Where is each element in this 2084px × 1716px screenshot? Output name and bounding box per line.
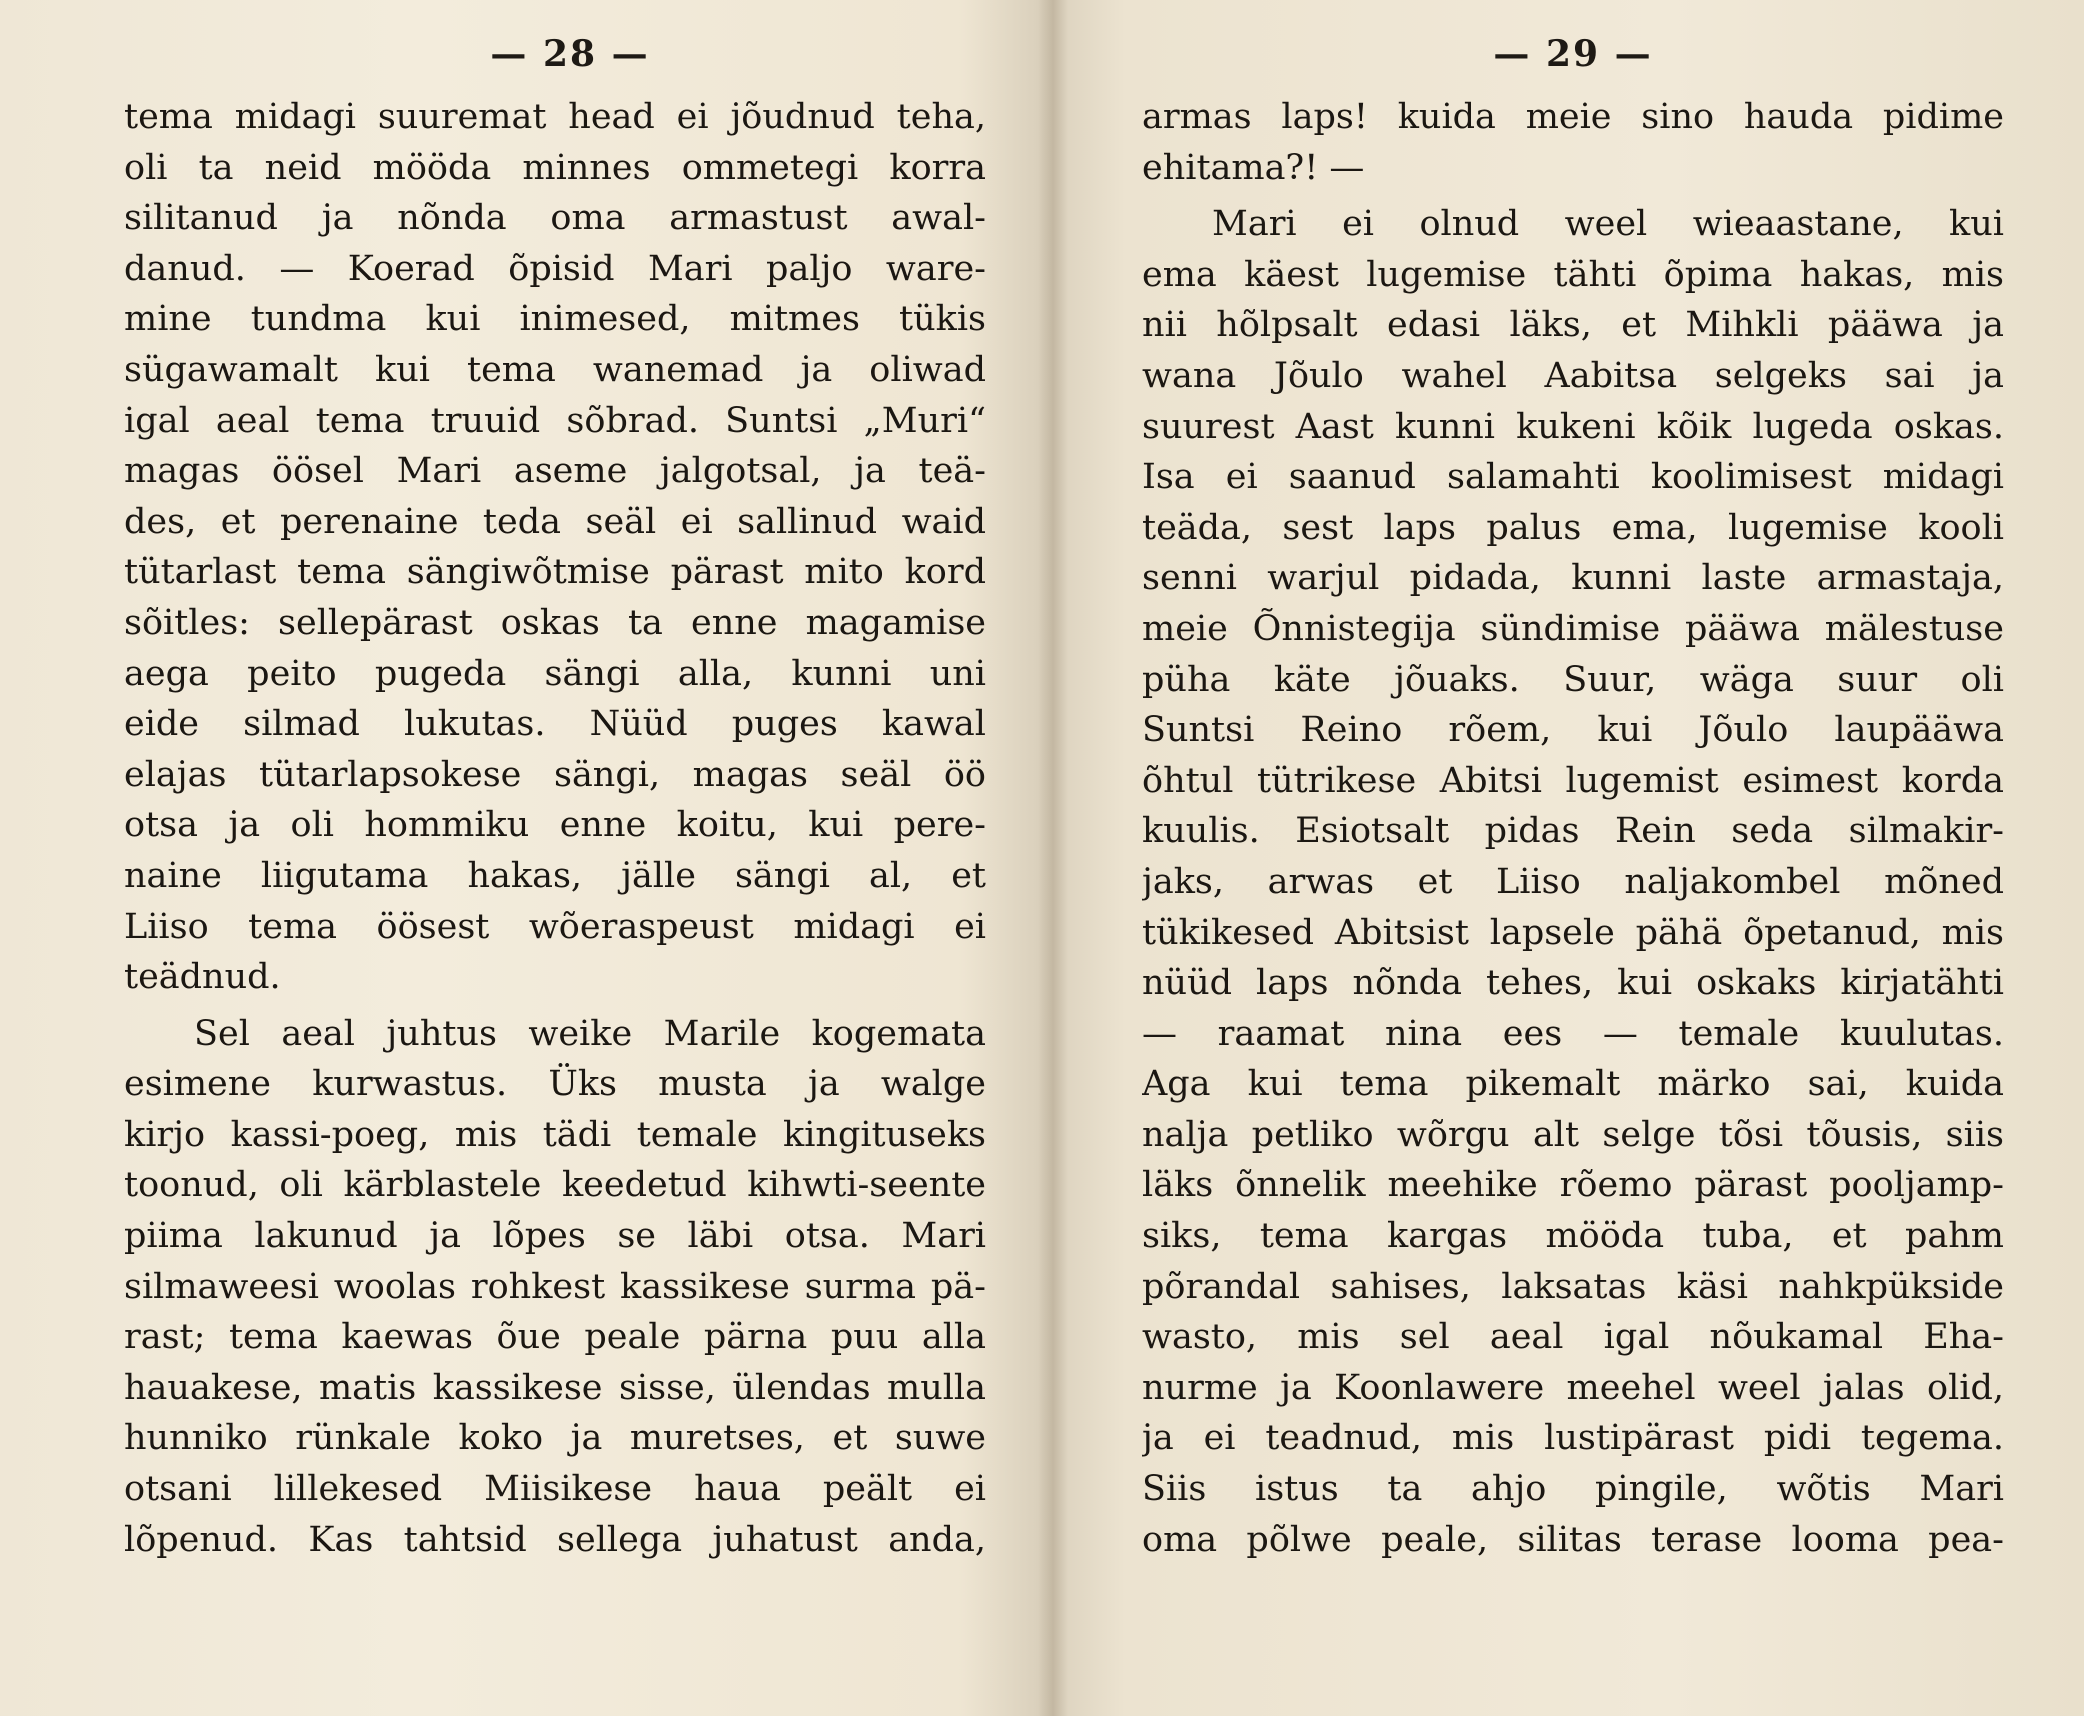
text-line: Isa ei saanud salamahti koolimisest midagi <box>1142 457 2004 498</box>
text-line: magas öösel Mari aseme jalgotsal, ja teä- <box>124 451 986 492</box>
page-number: — 29 — <box>1493 33 1653 75</box>
text-line: otsani lillekesed Miisikese haua peält ei <box>124 1469 986 1510</box>
text-line: läks õnnelik meehike rõemo pärast pooljamp- <box>1142 1165 2004 1206</box>
text-line: Mari ei olnud weel wieaastane, kui <box>1212 204 2004 245</box>
text-line: rast; tema kaewas õue peale pärna puu alla <box>124 1317 986 1358</box>
text-line: ema käest lugemise tähti õpima hakas, mis <box>1142 254 2004 295</box>
text-line: nüüd laps nõnda tehes, kui oskaks kirjatähti <box>1142 963 2004 1004</box>
text-line: mine tundma kui inimesed, mitmes tükis <box>124 299 986 340</box>
text-line: danud. — Koerad õpisid Mari paljo ware- <box>124 248 986 289</box>
text-line: lõpenud. Kas tahtsid sellega juhatust anda, <box>124 1519 986 1560</box>
text-line: meie Õnnistegija sündimise pääwa mälestuse <box>1142 608 2004 649</box>
left-page-text <box>124 92 986 1565</box>
text-line: toonud, oli kärblastele keedetud kihwti-seente <box>124 1165 986 1206</box>
paragraph <box>1142 92 2004 193</box>
text-line: oma põlwe peale, silitas terase looma pea- <box>1142 1519 2004 1560</box>
text-line: Sel aeal juhtus weike Marile kogemata <box>194 1013 986 1054</box>
text-line: silmaweesi woolas rohkest kassikese surma pä- <box>124 1266 986 1307</box>
text-line: naine liigutama hakas, jälle sängi al, et <box>124 855 986 896</box>
text-line: põrandal sahises, laksatas käsi nahkpükside <box>1142 1266 2004 1307</box>
text-line: silitanud ja nõnda oma armastust awal- <box>124 198 986 239</box>
text-line: sõitles: sellepärast oskas ta enne magamise <box>124 602 986 643</box>
paragraph <box>124 92 986 1003</box>
text-line: Suntsi Reino rõem, kui Jõulo laupääwa <box>1142 710 2004 751</box>
text-line: tükikesed Abitsist lapsele pähä õpetanud, mis <box>1142 912 2004 953</box>
paragraph <box>124 1009 986 1566</box>
text-line: Aga kui tema pikemalt märko sai, kuida <box>1142 1064 2004 1105</box>
text-line: des, et perenaine teda seäl ei sallinud waid <box>124 501 986 542</box>
text-line: wasto, mis sel aeal igal nõukamal Eha- <box>1142 1317 2004 1358</box>
text-line: ja ei teadnud, mis lustipärast pidi tegema. <box>1142 1418 2004 1459</box>
text-line: oli ta neid mööda minnes ommetegi korra <box>124 147 986 188</box>
text-line: suurest Aast kunni kukeni kõik lugeda oskas. <box>1142 406 2004 447</box>
text-line: ehitama?! — <box>1142 147 1365 188</box>
text-line: õhtul tütrikese Abitsi lugemist esimest korda <box>1142 760 2004 801</box>
text-line: nii hõlpsalt edasi läks, et Mihkli pääwa ja <box>1142 305 2004 346</box>
text-line: otsa ja oli hommiku enne koitu, kui pere- <box>124 805 986 846</box>
text-line: tema midagi suuremat head ei jõudnud teha, <box>124 97 986 137</box>
text-line: Siis istus ta ahjo pingile, wõtis Mari <box>1142 1469 2004 1510</box>
text-line: esimene kurwastus. Üks musta ja walge <box>124 1064 986 1105</box>
page-number: — 28 — <box>490 33 650 75</box>
text-line: aega peito pugeda sängi alla, kunni uni <box>124 653 986 694</box>
text-line: hunniko rünkale koko ja muretses, et suwe <box>124 1418 986 1459</box>
right-page-text <box>1142 92 2004 1565</box>
text-line: nurme ja Koonlawere meehel weel jalas olid, <box>1142 1367 2004 1408</box>
text-line: kirjo kassi-poeg, mis tädi temale kingituseks <box>124 1114 986 1155</box>
paragraph <box>1142 199 2004 1565</box>
right-page <box>1060 0 2084 1716</box>
text-line: eide silmad lukutas. Nüüd puges kawal <box>124 704 986 745</box>
text-line: jaks, arwas et Liiso naljakombel mõned <box>1142 861 2004 902</box>
text-line: hauakese, matis kassikese sisse, ülendas mulla <box>124 1367 986 1408</box>
text-line: elajas tütarlapsokese sängi, magas seäl öö <box>124 754 986 795</box>
text-line: siks, tema kargas mööda tuba, et pahm <box>1142 1216 2004 1257</box>
text-line: Liiso tema öösest wõeraspeust midagi ei <box>124 906 986 947</box>
text-line: teädnud. <box>124 957 281 998</box>
text-line: teäda, sest laps palus ema, lugemise kooli <box>1142 507 2004 548</box>
text-line: igal aeal tema truuid sõbrad. Suntsi „Muri“ <box>124 400 986 441</box>
text-line: sügawamalt kui tema wanemad ja oliwad <box>124 349 986 390</box>
text-line: wana Jõulo wahel Aabitsa selgeks sai ja <box>1142 355 2004 396</box>
text-line: püha käte jõuaks. Suur, wäga suur oli <box>1142 659 2004 700</box>
text-line: piima lakunud ja lõpes se läbi otsa. Mari <box>124 1216 986 1257</box>
text-line: tütarlast tema sängiwõtmise pärast mito kord <box>124 552 986 593</box>
text-line: — raamat nina ees — temale kuulutas. <box>1142 1013 2004 1054</box>
text-line: nalja petliko wõrgu alt selge tõsi tõusis, siis <box>1142 1114 2004 1155</box>
text-line: armas laps! kuida meie sino hauda pidime <box>1142 97 2004 137</box>
text-line: kuulis. Esiotsalt pidas Rein seda silmakir- <box>1142 811 2004 852</box>
text-line: senni warjul pidada, kunni laste armastaja, <box>1142 558 2004 599</box>
